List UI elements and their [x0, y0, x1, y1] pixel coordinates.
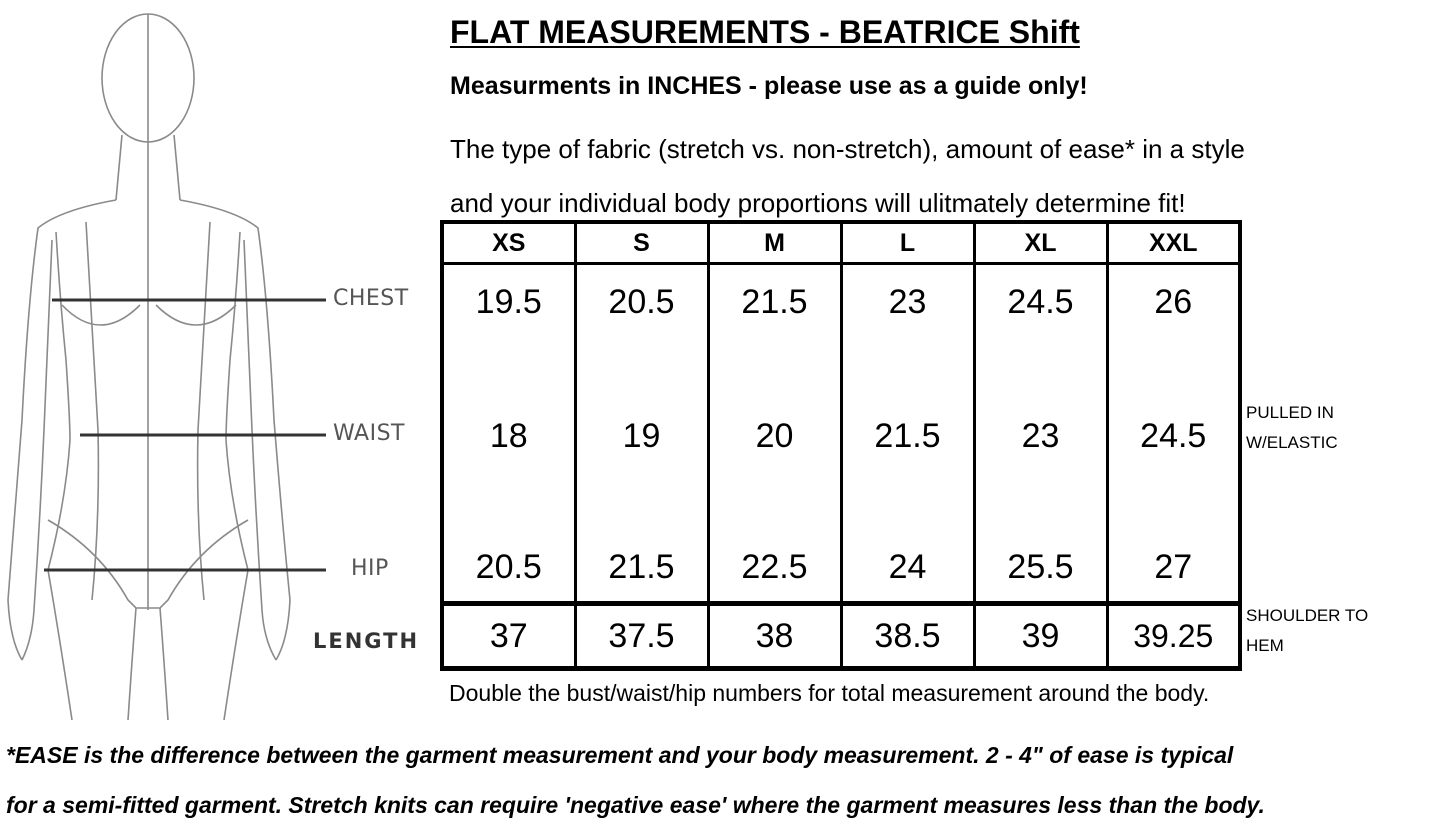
size-header-xxl: XXL: [1107, 222, 1240, 264]
ease-line-2: for a semi-fitted garment. Stretch knits can require 'negative ease' where the garment measures less than the body.: [6, 792, 1265, 818]
length-cell: 37: [442, 604, 575, 669]
waist-cell: 23: [974, 339, 1107, 533]
hip-row: [442, 533, 1240, 604]
length-cell: 37.5: [575, 604, 708, 669]
hip-cell: 21.5: [575, 533, 708, 604]
length-row: [442, 604, 1240, 669]
size-header-l: L: [841, 222, 974, 264]
length-cell: 39: [974, 604, 1107, 669]
chest-label: CHEST: [333, 286, 409, 311]
chest-row: [442, 264, 1240, 340]
intro-line-2: and your individual body proportions will ulitmately determine fit!: [450, 188, 1186, 218]
chest-cell: 20.5: [575, 264, 708, 340]
page-title: FLAT MEASUREMENTS - BEATRICE Shift: [450, 14, 1080, 50]
waist-cell: 18: [442, 339, 575, 533]
ease-line-1: *EASE is the difference between the garment measurement and your body measurement. 2 - 4" of ease is typical: [6, 742, 1234, 768]
chest-cell: 26: [1107, 264, 1240, 340]
length-note-line-1: SHOULDER TO: [1246, 606, 1369, 625]
chest-cell: 21.5: [708, 264, 841, 340]
size-header-xs: XS: [442, 222, 575, 264]
waist-label: WAIST: [333, 421, 405, 446]
hip-cell: 24: [841, 533, 974, 604]
length-cell: 38.5: [841, 604, 974, 669]
hip-cell: 27: [1107, 533, 1240, 604]
double-note: Double the bust/waist/hip numbers for total measurement around the body.: [449, 680, 1210, 706]
length-label: LENGTH: [313, 629, 420, 653]
waist-row: [442, 339, 1240, 533]
size-header-m: M: [708, 222, 841, 264]
size-header-row: [442, 222, 1240, 264]
length-cell: 39.25: [1107, 604, 1240, 669]
ease-note: [6, 730, 1265, 830]
size-header-xl: XL: [974, 222, 1107, 264]
length-side-note: [1246, 601, 1368, 661]
waist-note-line-2: W/ELASTIC: [1246, 433, 1338, 452]
waist-cell: 24.5: [1107, 339, 1240, 533]
hip-cell: 22.5: [708, 533, 841, 604]
body-figure: [0, 0, 440, 720]
length-cell: 38: [708, 604, 841, 669]
body-figure-drawing: [0, 0, 440, 720]
waist-cell: 20: [708, 339, 841, 533]
intro-line-1: The type of fabric (stretch vs. non-stretch), amount of ease* in a style: [450, 134, 1245, 164]
size-table: [440, 220, 1242, 671]
length-note-line-2: HEM: [1246, 636, 1284, 655]
waist-side-note: [1246, 398, 1338, 458]
size-header-s: S: [575, 222, 708, 264]
hip-cell: 20.5: [442, 533, 575, 604]
chest-cell: 24.5: [974, 264, 1107, 340]
hip-label: HIP: [351, 556, 389, 581]
intro-text: [450, 122, 1245, 230]
waist-cell: 19: [575, 339, 708, 533]
page-subtitle: Measurments in INCHES - please use as a guide only!: [450, 72, 1088, 100]
waist-cell: 21.5: [841, 339, 974, 533]
hip-cell: 25.5: [974, 533, 1107, 604]
chest-cell: 23: [841, 264, 974, 340]
chest-cell: 19.5: [442, 264, 575, 340]
waist-note-line-1: PULLED IN: [1246, 403, 1334, 422]
